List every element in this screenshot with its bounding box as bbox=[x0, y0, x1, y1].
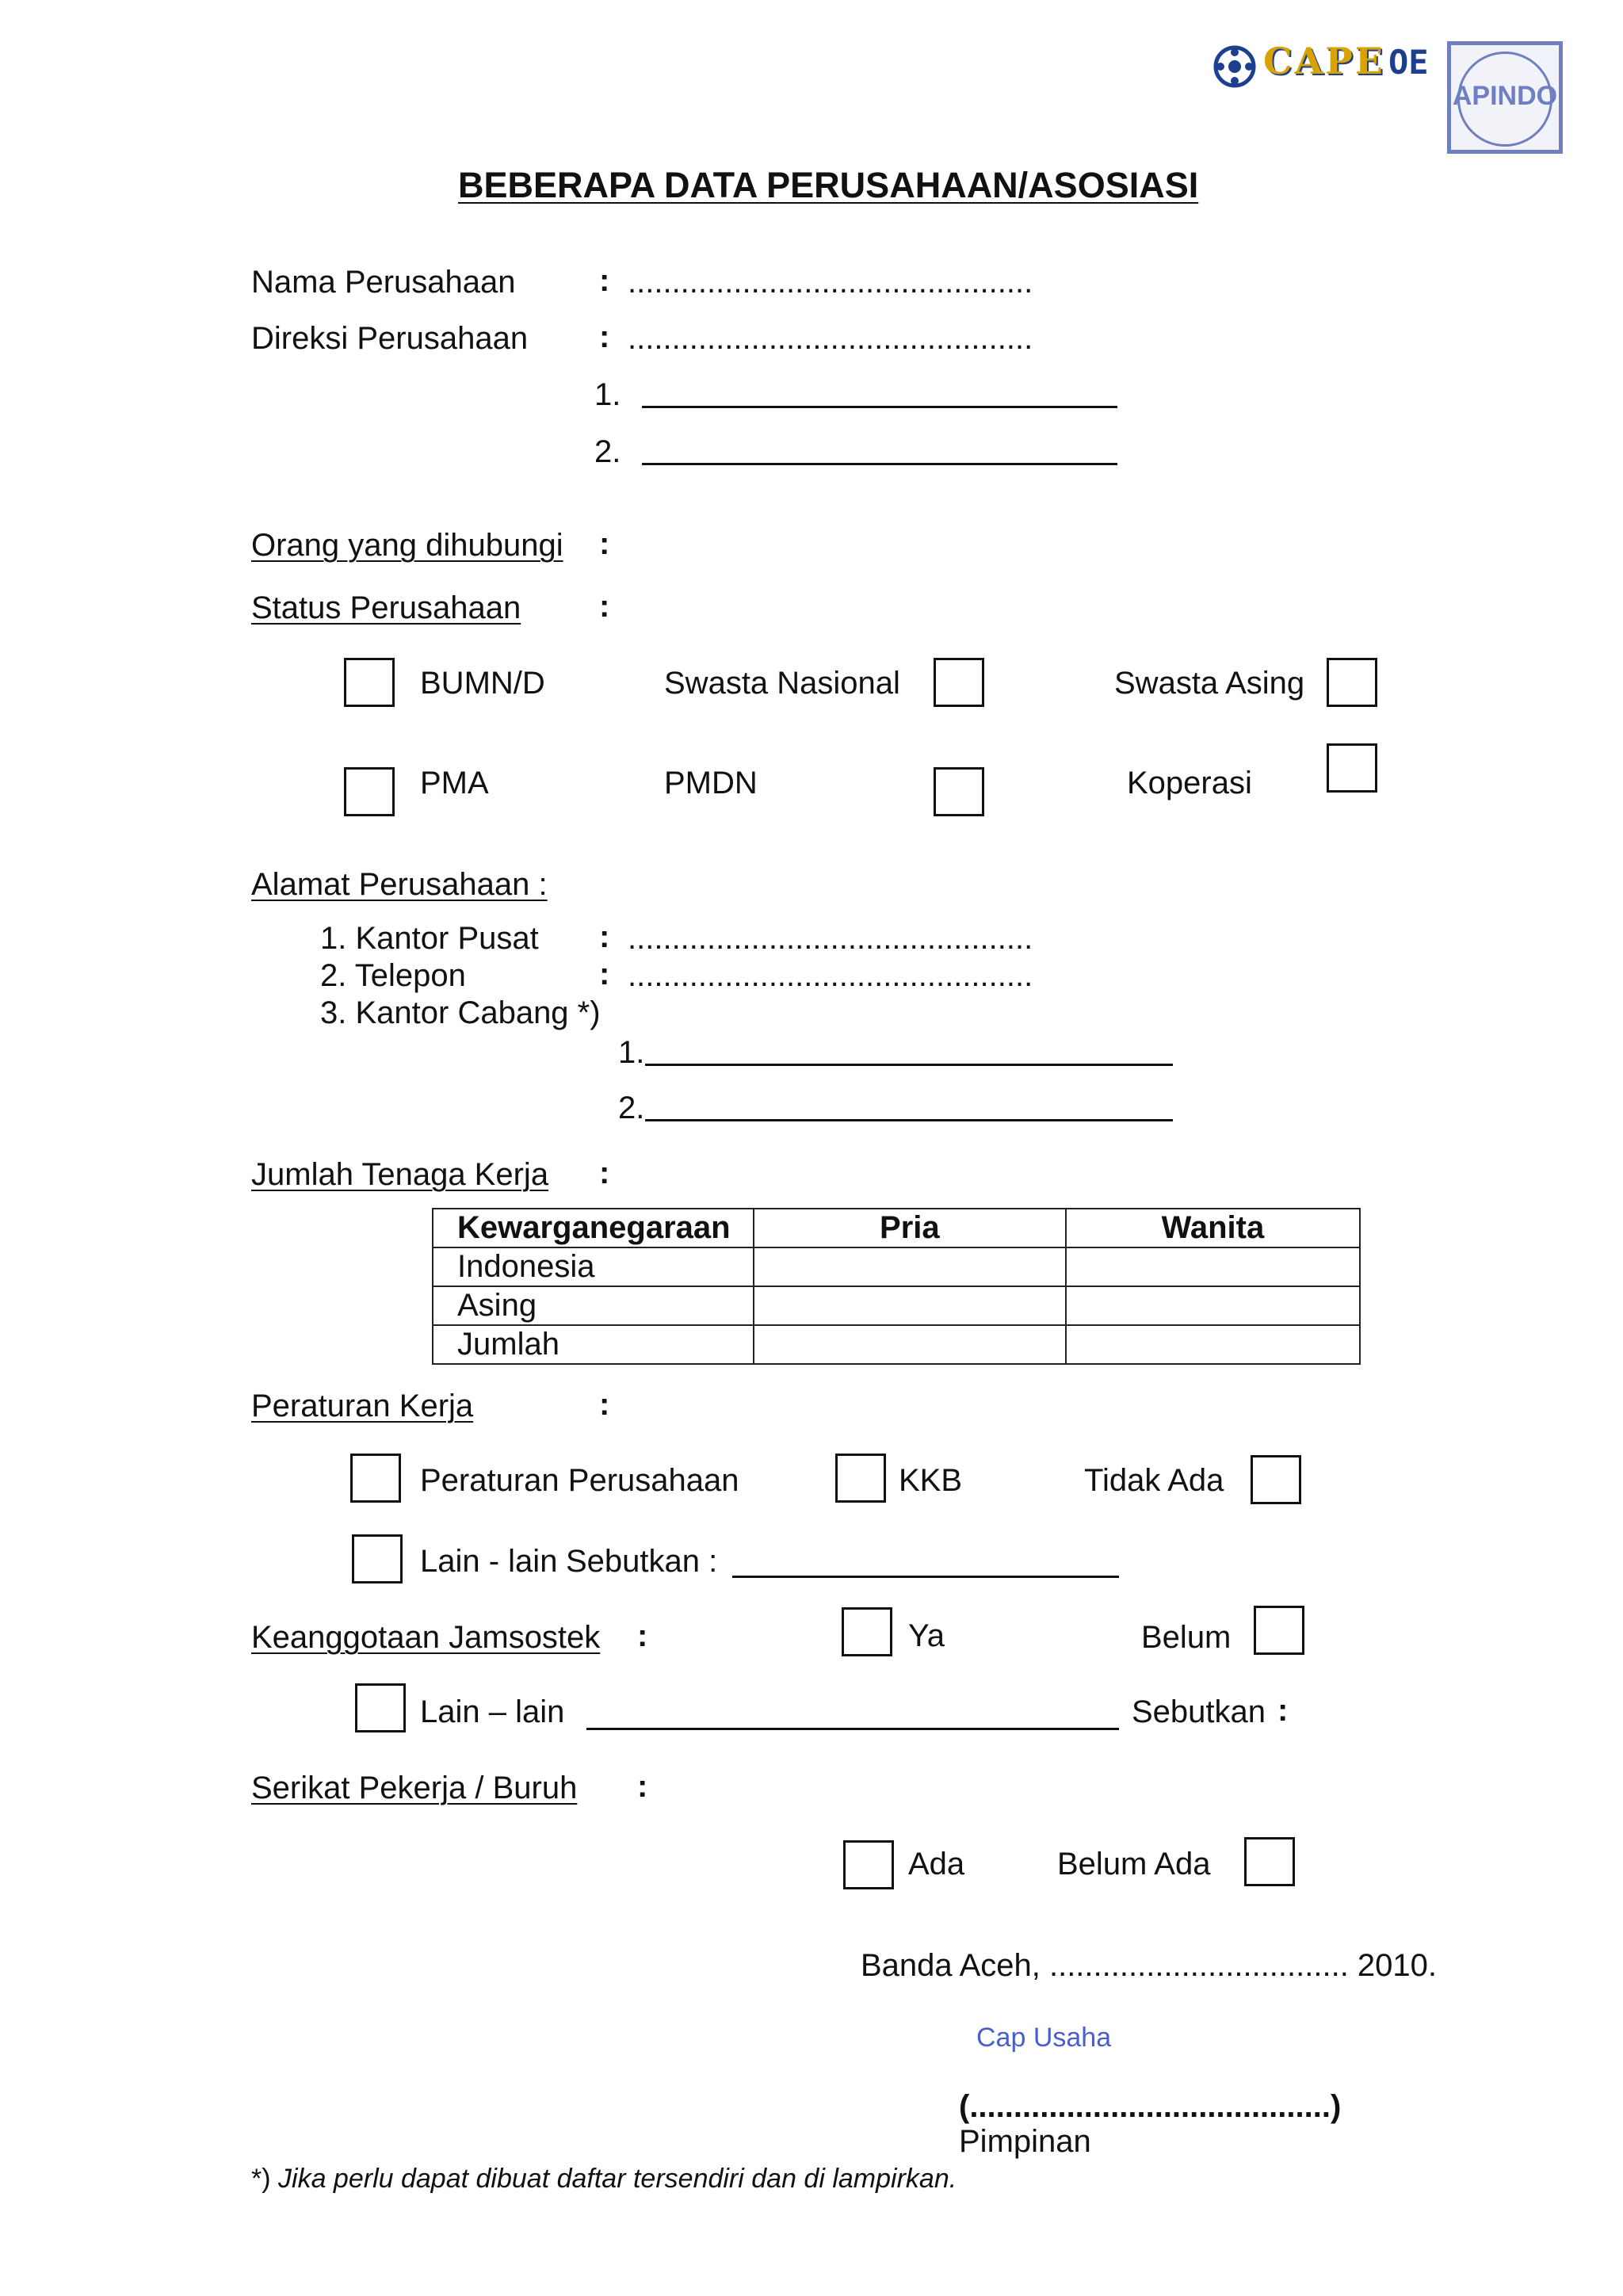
peraturan-sebutkan-label: Sebutkan : bbox=[566, 1544, 718, 1579]
nama-perusahaan-field[interactable]: .............................................. bbox=[628, 265, 1033, 300]
koperasi-label: Koperasi bbox=[1127, 766, 1252, 800]
orang-dihubungi-colon: : bbox=[599, 526, 610, 561]
serikat-ada-label: Ada bbox=[908, 1847, 965, 1881]
peraturan-lain-checkbox[interactable] bbox=[352, 1534, 403, 1584]
row-label: Asing bbox=[433, 1286, 754, 1325]
column-header: Kewarganegaraan bbox=[433, 1209, 754, 1247]
serikat-belum-ada-label: Belum Ada bbox=[1057, 1847, 1211, 1881]
table-header-row bbox=[433, 1209, 1360, 1247]
nama-perusahaan-colon: : bbox=[599, 263, 610, 298]
tidak-ada-checkbox[interactable] bbox=[1251, 1455, 1301, 1504]
direksi-field[interactable]: .............................................. bbox=[628, 321, 1033, 356]
wanita-cell[interactable] bbox=[1066, 1325, 1360, 1364]
footnote-text: Jika perlu dapat dibuat daftar tersendiri dan di lampirkan. bbox=[278, 2164, 957, 2194]
nama-perusahaan-label: Nama Perusahaan bbox=[251, 265, 516, 300]
alamat-label: Alamat Perusahaan : bbox=[251, 867, 548, 902]
pma-label: PMA bbox=[420, 766, 489, 800]
direksi-item-number: 1. bbox=[594, 377, 621, 412]
jamsostek-sebutkan-colon: : bbox=[1277, 1693, 1289, 1728]
direksi-colon: : bbox=[599, 319, 610, 354]
footnote-mark: *) bbox=[251, 2164, 271, 2194]
row-label: Indonesia bbox=[433, 1247, 754, 1286]
jamsostek-belum-label: Belum bbox=[1141, 1620, 1232, 1655]
wanita-cell[interactable] bbox=[1066, 1286, 1360, 1325]
apindo-logo-text: APINDO bbox=[1452, 81, 1558, 111]
apindo-logo bbox=[1447, 41, 1563, 154]
tenaga-kerja-table bbox=[432, 1208, 1361, 1365]
swasta-nasional-checkbox[interactable] bbox=[934, 658, 984, 707]
jamsostek-sebutkan-label: Sebutkan bbox=[1132, 1694, 1266, 1729]
status-label: Status Perusahaan bbox=[251, 590, 521, 625]
cape-logo-suffix: OE bbox=[1388, 43, 1429, 82]
status-colon: : bbox=[599, 589, 610, 624]
column-header: Pria bbox=[754, 1209, 1066, 1247]
tidak-ada-label: Tidak Ada bbox=[1084, 1463, 1224, 1498]
orang-dihubungi-label: Orang yang dihubungi bbox=[251, 528, 563, 563]
swasta-asing-checkbox[interactable] bbox=[1327, 658, 1377, 707]
bumn-checkbox[interactable] bbox=[344, 658, 395, 707]
jamsostek-label: Keanggotaan Jamsostek bbox=[251, 1620, 601, 1655]
kantor-cabang-number: 1. bbox=[618, 1035, 645, 1070]
table-row bbox=[433, 1325, 1360, 1364]
signature-role: Pimpinan bbox=[959, 2124, 1091, 2159]
place-date: Banda Aceh, .................................. 2010. bbox=[861, 1948, 1438, 1983]
cap-usaha-label: Cap Usaha bbox=[976, 2023, 1112, 2053]
jamsostek-belum-checkbox[interactable] bbox=[1254, 1606, 1304, 1655]
footnote bbox=[251, 2164, 957, 2195]
jamsostek-ya-checkbox[interactable] bbox=[842, 1607, 892, 1656]
wanita-cell[interactable] bbox=[1066, 1247, 1360, 1286]
telepon-colon: : bbox=[599, 957, 610, 991]
pria-cell[interactable] bbox=[754, 1247, 1066, 1286]
pmdn-checkbox[interactable] bbox=[934, 767, 984, 816]
kkb-label: KKB bbox=[899, 1463, 963, 1498]
jamsostek-lain-line[interactable] bbox=[586, 1728, 1119, 1730]
peraturan-lain-label: Lain - lain bbox=[420, 1544, 558, 1579]
jamsostek-lain-label: Lain – lain bbox=[420, 1694, 565, 1729]
pmdn-label: PMDN bbox=[664, 766, 758, 800]
telepon-label: 2. Telepon bbox=[320, 958, 466, 993]
kkb-checkbox[interactable] bbox=[835, 1454, 886, 1503]
peraturan-perusahaan-checkbox[interactable] bbox=[350, 1454, 401, 1503]
pma-checkbox[interactable] bbox=[344, 767, 395, 816]
telepon-field[interactable]: .............................................. bbox=[628, 958, 1033, 993]
direksi-line-2[interactable] bbox=[642, 463, 1117, 465]
jamsostek-lain-checkbox[interactable] bbox=[355, 1683, 406, 1733]
pria-cell[interactable] bbox=[754, 1286, 1066, 1325]
signature-name-field[interactable]: (.........................................) bbox=[959, 2089, 1342, 2124]
table-row bbox=[433, 1286, 1360, 1325]
swasta-asing-label: Swasta Asing bbox=[1114, 666, 1305, 701]
peraturan-perusahaan-label: Peraturan Perusahaan bbox=[420, 1463, 739, 1498]
peraturan-label: Peraturan Kerja bbox=[251, 1389, 474, 1423]
jamsostek-ya-label: Ya bbox=[908, 1618, 945, 1653]
kantor-cabang-label: 3. Kantor Cabang *) bbox=[320, 995, 601, 1030]
direksi-item-number: 2. bbox=[594, 434, 621, 469]
direksi-label: Direksi Perusahaan bbox=[251, 321, 529, 356]
kantor-cabang-line-2[interactable] bbox=[645, 1119, 1173, 1121]
kantor-cabang-line-1[interactable] bbox=[645, 1064, 1173, 1066]
serikat-label: Serikat Pekerja / Buruh bbox=[251, 1771, 578, 1805]
peraturan-colon: : bbox=[599, 1387, 610, 1422]
jamsostek-colon: : bbox=[637, 1618, 648, 1653]
cape-logo-text: CAPE bbox=[1263, 40, 1385, 82]
serikat-colon: : bbox=[637, 1769, 648, 1804]
direksi-line-1[interactable] bbox=[642, 406, 1117, 408]
serikat-ada-checkbox[interactable] bbox=[843, 1840, 894, 1889]
tenaga-kerja-label: Jumlah Tenaga Kerja bbox=[251, 1157, 549, 1192]
column-header: Wanita bbox=[1066, 1209, 1360, 1247]
cape-emblem-icon bbox=[1212, 44, 1257, 89]
kantor-pusat-field[interactable]: .............................................. bbox=[628, 921, 1033, 956]
peraturan-sebutkan-line[interactable] bbox=[732, 1576, 1119, 1578]
row-label: Jumlah bbox=[433, 1325, 754, 1364]
koperasi-checkbox[interactable] bbox=[1327, 743, 1377, 793]
serikat-belum-ada-checkbox[interactable] bbox=[1244, 1837, 1295, 1886]
page-title: BEBERAPA DATA PERUSAHAAN/ASOSIASI bbox=[458, 165, 1199, 205]
kantor-pusat-colon: : bbox=[599, 919, 610, 954]
bumn-label: BUMN/D bbox=[420, 666, 545, 701]
tenaga-kerja-colon: : bbox=[599, 1156, 610, 1190]
kantor-pusat-label: 1. Kantor Pusat bbox=[320, 921, 539, 956]
pria-cell[interactable] bbox=[754, 1325, 1066, 1364]
kantor-cabang-number: 2. bbox=[618, 1091, 645, 1125]
table-row bbox=[433, 1247, 1360, 1286]
swasta-nasional-label: Swasta Nasional bbox=[664, 666, 900, 701]
